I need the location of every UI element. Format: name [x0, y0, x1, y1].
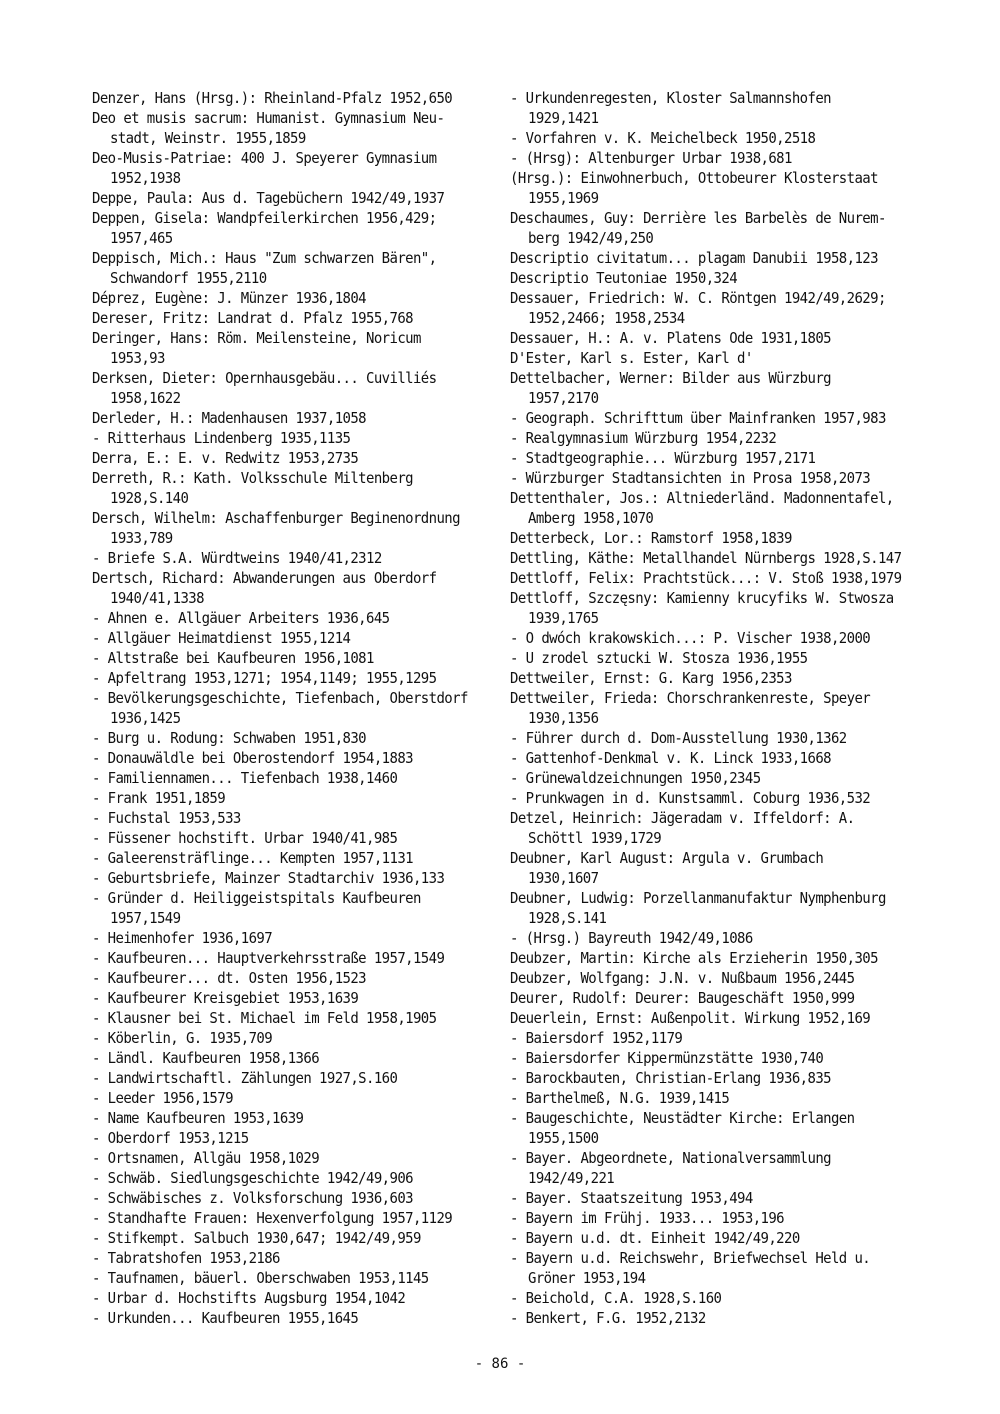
index-line: Dertsch, Richard: Abwanderungen aus Oberdorf — [92, 570, 437, 588]
index-line: - Geburtsbriefe, Mainzer Stadtarchiv 1936,133 — [92, 870, 445, 888]
index-line: 1957,465 — [110, 230, 173, 248]
index-line: - Klausner bei St. Michael im Feld 1958,1905 — [92, 1010, 437, 1028]
index-line: - Donauwäldle bei Oberostendorf 1954,1883 — [92, 750, 413, 768]
index-line: Deubzer, Wolfgang: J.N. v. Nußbaum 1956,2445 — [510, 970, 855, 988]
index-line: Derreth, R.: Kath. Volksschule Miltenberg — [92, 470, 413, 488]
index-line: Schwandorf 1955,2110 — [110, 270, 267, 288]
index-line: 1939,1765 — [528, 610, 599, 628]
index-line: Dettweiler, Ernst: G. Karg 1956,2353 — [510, 670, 792, 688]
index-line: - Realgymnasium Würzburg 1954,2232 — [510, 430, 777, 448]
index-line: Deurer, Rudolf: Deurer: Baugeschäft 1950,999 — [510, 990, 855, 1008]
index-line: Gröner 1953,194 — [528, 1270, 646, 1288]
index-column-right — [510, 88, 910, 1328]
index-line: Amberg 1958,1070 — [528, 510, 654, 528]
index-line: 1936,1425 — [110, 710, 181, 728]
index-line: Dessauer, Friedrich: W. C. Röntgen 1942/49,2629; — [510, 290, 886, 308]
index-line: - Standhafte Frauen: Hexenverfolgung 1957,1129 — [92, 1210, 453, 1228]
index-line: (Hrsg.): Einwohnerbuch, Ottobeurer Klosterstaat — [510, 170, 878, 188]
index-line: - Urbar d. Hochstifts Augsburg 1954,1042 — [92, 1290, 406, 1308]
index-line: - (Hrsg.) Bayreuth 1942/49,1086 — [510, 930, 753, 948]
index-line: Deo et musis sacrum: Humanist. Gymnasium Neu- — [92, 110, 445, 128]
index-line: - (Hrsg): Altenburger Urbar 1938,681 — [510, 150, 792, 168]
index-line: - Taufnamen, bäuerl. Oberschwaben 1953,1145 — [92, 1270, 429, 1288]
index-line: 1955,1969 — [528, 190, 599, 208]
index-line: - Fuchstal 1953,533 — [92, 810, 241, 828]
index-line: Dettling, Käthe: Metallhandel Nürnbergs 1928,S.147 — [510, 550, 902, 568]
index-line: - Name Kaufbeuren 1953,1639 — [92, 1110, 304, 1128]
index-line: - Gattenhof-Denkmal v. K. Linck 1933,1668 — [510, 750, 831, 768]
index-line: - Briefe S.A. Würdtweins 1940/41,2312 — [92, 550, 382, 568]
index-line: - Barockbauten, Christian-Erlang 1936,835 — [510, 1070, 831, 1088]
index-line: - Führer durch d. Dom-Ausstellung 1930,1362 — [510, 730, 847, 748]
index-line: - Füssener hochstift. Urbar 1940/41,985 — [92, 830, 398, 848]
index-line: Déprez, Eugène: J. Münzer 1936,1804 — [92, 290, 367, 308]
index-line: - Würzburger Stadtansichten in Prosa 1958,2073 — [510, 470, 871, 488]
index-line: - Bayer. Staatszeitung 1953,494 — [510, 1190, 753, 1208]
index-line: 1928,S.141 — [528, 910, 607, 928]
index-line: - Urkunden... Kaufbeuren 1955,1645 — [92, 1310, 359, 1328]
index-line: Detzel, Heinrich: Jägeradam v. Iffeldorf: A. — [510, 810, 855, 828]
index-line: D'Ester, Karl s. Ester, Karl d' — [510, 350, 753, 368]
index-line: - Prunkwagen in d. Kunstsamml. Coburg 1936,532 — [510, 790, 871, 808]
index-line: 1958,1622 — [110, 390, 181, 408]
index-line: - Familiennamen... Tiefenbach 1938,1460 — [92, 770, 398, 788]
index-line: Deubner, Karl August: Argula v. Grumbach — [510, 850, 824, 868]
index-line: 1953,93 — [110, 350, 165, 368]
index-line: 1930,1356 — [528, 710, 599, 728]
index-line: Deo-Musis-Patriae: 400 J. Speyerer Gymnasium — [92, 150, 437, 168]
index-line: berg 1942/49,250 — [528, 230, 654, 248]
index-line: Dettenthaler, Jos.: Altniederländ. Madonnentafel, — [510, 490, 894, 508]
index-line: - Tabratshofen 1953,2186 — [92, 1250, 280, 1268]
index-line: Deppe, Paula: Aus d. Tagebüchern 1942/49,1937 — [92, 190, 445, 208]
index-line: Dessauer, H.: A. v. Platens Ode 1931,1805 — [510, 330, 831, 348]
index-line: 1952,2466; 1958,2534 — [528, 310, 685, 328]
index-line: - Oberdorf 1953,1215 — [92, 1130, 249, 1148]
index-line: 1930,1607 — [528, 870, 599, 888]
page-number: - 86 - — [474, 1356, 526, 1372]
index-line: - Bayern u.d. Reichswehr, Briefwechsel Held u. — [510, 1250, 871, 1268]
index-line: Dettelbacher, Werner: Bilder aus Würzburg — [510, 370, 831, 388]
index-line: - Ländl. Kaufbeuren 1958,1366 — [92, 1050, 320, 1068]
index-line: Dettloff, Felix: Prachtstück...: V. Stoß 1938,1979 — [510, 570, 902, 588]
index-line: - Ortsnamen, Allgäu 1958,1029 — [92, 1150, 320, 1168]
index-line: - Baugeschichte, Neustädter Kirche: Erlangen — [510, 1110, 855, 1128]
index-line: - Ahnen e. Allgäuer Arbeiters 1936,645 — [92, 610, 390, 628]
index-line: Deuerlein, Ernst: Außenpolit. Wirkung 1952,169 — [510, 1010, 871, 1028]
index-line: Descriptio civitatum... plagam Danubii 1958,123 — [510, 250, 878, 268]
index-line: 1928,S.140 — [110, 490, 189, 508]
index-line: - Ritterhaus Lindenberg 1935,1135 — [92, 430, 351, 448]
index-line: - Beichold, C.A. 1928,S.160 — [510, 1290, 722, 1308]
index-line: Deppisch, Mich.: Haus "Zum schwarzen Bären", — [92, 250, 437, 268]
index-line: Dersch, Wilhelm: Aschaffenburger Beginenordnung — [92, 510, 460, 528]
index-line: - Baiersdorfer Kippermünzstätte 1930,740 — [510, 1050, 824, 1068]
index-line: - Allgäuer Heimatdienst 1955,1214 — [92, 630, 351, 648]
index-line: - O dwóch krakowskich...: P. Vischer 1938,2000 — [510, 630, 871, 648]
index-line: Schöttl 1939,1729 — [528, 830, 662, 848]
index-line: stadt, Weinstr. 1955,1859 — [110, 130, 306, 148]
index-line: 1957,1549 — [110, 910, 181, 928]
index-line: Derksen, Dieter: Opernhausgebäu... Cuvilliés — [92, 370, 437, 388]
index-line: - Apfeltrang 1953,1271; 1954,1149; 1955,1295 — [92, 670, 437, 688]
index-line: - Landwirtschaftl. Zählungen 1927,S.160 — [92, 1070, 398, 1088]
index-line: 1929,1421 — [528, 110, 599, 128]
index-line: - Geograph. Schrifttum über Mainfranken 1957,983 — [510, 410, 886, 428]
index-column-left — [92, 88, 492, 1328]
index-line: Derleder, H.: Madenhausen 1937,1058 — [92, 410, 367, 428]
index-line: - Kaufbeuren... Hauptverkehrsstraße 1957,1549 — [92, 950, 445, 968]
index-line: Deringer, Hans: Röm. Meilensteine, Noricum — [92, 330, 421, 348]
index-line: - Burg u. Rodung: Schwaben 1951,830 — [92, 730, 367, 748]
index-line: 1942/49,221 — [528, 1170, 615, 1188]
index-line: - Kaufbeurer Kreisgebiet 1953,1639 — [92, 990, 359, 1008]
index-line: Denzer, Hans (Hrsg.): Rheinland-Pfalz 1952,650 — [92, 90, 453, 108]
index-line: - Urkundenregesten, Kloster Salmannshofen — [510, 90, 831, 108]
index-line: - Stadtgeographie... Würzburg 1957,2171 — [510, 450, 816, 468]
index-line: - Bayern u.d. dt. Einheit 1942/49,220 — [510, 1230, 800, 1248]
index-line: - Benkert, F.G. 1952,2132 — [510, 1310, 706, 1328]
index-line: - Bayer. Abgeordnete, Nationalversammlung — [510, 1150, 831, 1168]
index-line: - Schwäbisches z. Volksforschung 1936,603 — [92, 1190, 413, 1208]
index-line: 1952,1938 — [110, 170, 181, 188]
index-line: - Frank 1951,1859 — [92, 790, 226, 808]
index-line: - Baiersdorf 1952,1179 — [510, 1030, 683, 1048]
index-line: 1957,2170 — [528, 390, 599, 408]
index-line: Dettloff, Szczęsny: Kamienny krucyfiks W. Stwosza — [510, 590, 894, 608]
index-line: - Galeerensträflinge... Kempten 1957,1131 — [92, 850, 413, 868]
index-line: Detterbeck, Lor.: Ramstorf 1958,1839 — [510, 530, 792, 548]
index-line: - Gründer d. Heiliggeistspitals Kaufbeuren — [92, 890, 421, 908]
index-line: Deubzer, Martin: Kirche als Erzieherin 1950,305 — [510, 950, 878, 968]
index-line: - Bayern im Frühj. 1933... 1953,196 — [510, 1210, 785, 1228]
index-line: - Stifkempt. Salbuch 1930,647; 1942/49,959 — [92, 1230, 421, 1248]
index-line: Deschaumes, Guy: Derrière les Barbelès de Nurem- — [510, 210, 886, 228]
index-line: 1955,1500 — [528, 1130, 599, 1148]
index-line: - Köberlin, G. 1935,709 — [92, 1030, 273, 1048]
index-line: - Altstraße bei Kaufbeuren 1956,1081 — [92, 650, 374, 668]
index-line: - Bevölkerungsgeschichte, Tiefenbach, Oberstdorf — [92, 690, 468, 708]
index-line: - Leeder 1956,1579 — [92, 1090, 233, 1108]
index-line: - Heimenhofer 1936,1697 — [92, 930, 273, 948]
index-line: - U zrodel sztucki W. Stosza 1936,1955 — [510, 650, 808, 668]
index-line: Deppen, Gisela: Wandpfeilerkirchen 1956,429; — [92, 210, 437, 228]
index-line: Derra, E.: E. v. Redwitz 1953,2735 — [92, 450, 359, 468]
index-line: - Barthelmeß, N.G. 1939,1415 — [510, 1090, 730, 1108]
index-line: - Kaufbeurer... dt. Osten 1956,1523 — [92, 970, 367, 988]
index-line: - Schwäb. Siedlungsgeschichte 1942/49,906 — [92, 1170, 413, 1188]
index-line: Deubner, Ludwig: Porzellanmanufaktur Nymphenburg — [510, 890, 886, 908]
index-line: Dereser, Fritz: Landrat d. Pfalz 1955,768 — [92, 310, 413, 328]
index-line: 1940/41,1338 — [110, 590, 204, 608]
index-line: Descriptio Teutoniae 1950,324 — [510, 270, 738, 288]
index-line: 1933,789 — [110, 530, 173, 548]
index-line: Dettweiler, Frieda: Chorschrankenreste, Speyer — [510, 690, 871, 708]
index-line: - Grünewaldzeichnungen 1950,2345 — [510, 770, 761, 788]
index-line: - Vorfahren v. K. Meichelbeck 1950,2518 — [510, 130, 816, 148]
